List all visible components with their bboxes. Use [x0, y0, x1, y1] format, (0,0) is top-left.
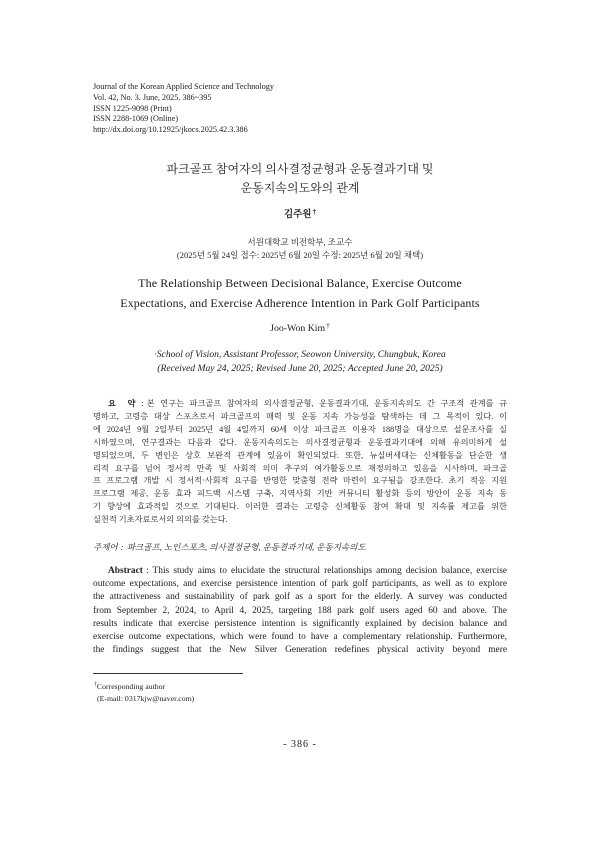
journal-name: Journal of the Korean Applied Science and Technology	[93, 82, 274, 91]
footnote-divider	[93, 673, 243, 674]
doi-link[interactable]: http://dx.doi.org/10.12925/jkocs.2025.42.3.386	[93, 125, 248, 135]
keywords-label: 주제어	[93, 542, 118, 552]
abstract-line: 리적 요구를 넘어 정서적 만족 및 사회적 의미 추구의 여가활동으로 재정의하고 있음을 시사하며, 파크골	[93, 463, 507, 473]
english-dates: (Received May 24, 2025; Revised June 20, 2025; Accepted June 20, 2025)	[157, 363, 443, 374]
english-title	[0, 273, 600, 313]
abstract-line: the findings suggest that the New Silver Generation redefines physical activity beyond mere	[93, 645, 507, 656]
abstract-line: from September 2, 2024, to April 4, 2025, targeting 188 park golf users aged 60 and above. The	[93, 605, 507, 616]
korean-title	[0, 160, 600, 198]
english-affiliation-block	[0, 348, 600, 376]
journal-info	[93, 82, 274, 136]
abstract-line: 시하였으며, 연구결과는 다음과 같다. 운동지속의도는 의사결정균형과 운동결과기대에 의해 유의미하게 설	[93, 437, 507, 447]
english-title-line: The Relationship Between Decisional Balance, Exercise Outcome	[138, 276, 462, 290]
korean-title-line: 운동지속의도와의 관계	[240, 181, 360, 195]
korean-abstract-label: 요 약	[108, 399, 139, 408]
issn-print: ISSN 1225-9098 (Print)	[93, 103, 172, 113]
footnote	[93, 681, 194, 705]
keywords-terms: 파크골프, 노인스포츠, 의사결정균형, 운동결과기대, 운동지속의도	[126, 542, 366, 552]
issn-online: ISSN 2288-1069 (Online)	[93, 114, 179, 124]
abstract-line: outcome expectations, and exercise persistence intention of park golf participants, as well as to explore	[93, 579, 507, 590]
korean-keywords	[93, 541, 366, 554]
korean-dates: (2025년 5월 24일 접수: 2025년 6월 20일 수정: 2025년 6월 20일 채택)	[176, 250, 424, 260]
abstract-line: 에 2024년 9월 2일부터 2025년 4월 4일까지 60세 이상 파크골프 이용자 188명을 대상으로 설문조사를 실	[93, 424, 507, 434]
english-title-line: Expectations, and Exercise Adherence Intention in Park Golf Participants	[120, 296, 480, 310]
korean-author-name: 김주원	[283, 210, 312, 220]
abstract-line: 기 향상에 효과적일 것으로 기대된다. 이러한 결과는 고령층 신체활동 참여 확대 및 지속률 제고를 위한	[93, 502, 507, 512]
page-number: - 386 -	[283, 739, 317, 750]
corresponding-author-mark: †	[312, 207, 317, 216]
journal-volume: Vol. 42, No. 3. June, 2025. 386~395	[93, 92, 212, 102]
abstract-line: 명하고, 고령층 대상 스포츠로서 파크골프의 매력 및 운동 지속 가능성을 탐색하는 데 그 목적이 있다. 이	[93, 411, 507, 421]
footnote-mark: †	[94, 682, 97, 689]
abstract-line: 명되었으며, 두 변인은 상호 보완적 관계에 있음이 확인되었다. 또한, 뉴실버세대는 신체활동을 단순한 생	[93, 450, 507, 460]
english-abstract	[93, 565, 507, 657]
korean-affiliation-block	[0, 236, 600, 262]
footnote-email: (E-mail: 0317kjw@naver.com)	[97, 694, 195, 703]
korean-affiliation: 서원대학교 비전학부, 조교수	[247, 237, 353, 247]
footnote-corresponding	[93, 681, 194, 693]
english-abstract-label: Abstract	[108, 566, 143, 576]
label-separator: :	[146, 566, 149, 576]
abstract-line: 프로그램 제공, 운동 효과 피드백 시스템 구축, 지역사회 기반 커뮤니티 활성화 등의 방안이 운동 지속 동	[93, 489, 507, 499]
english-affiliation: ·School of Vision, Assistant Professor, Seowon University, Chungbuk, Korea	[154, 349, 446, 360]
corresponding-author-mark: †	[326, 320, 330, 330]
abstract-text: 본 연구는 파크골프 참여자의 의사결정균형, 운동결과기대, 운동지속의도 간 구조적 관계를 규	[146, 399, 507, 408]
abstract-line	[93, 398, 507, 411]
abstract-line: exercise outcome expectations, which were found to have a complementary relationship. Furthermore,	[93, 632, 507, 643]
korean-abstract	[93, 398, 507, 527]
abstract-line: 실천적 기초자료로서의 의의를 갖는다.	[93, 515, 228, 525]
abstract-line: results indicate that exercise persistence intention is significantly explained by decision balance and	[93, 618, 507, 629]
english-author	[0, 322, 600, 336]
english-author-name: Joo-Won Kim	[270, 323, 326, 334]
abstract-line	[93, 565, 507, 578]
korean-title-line: 파크골프 참여자의 의사결정균형과 운동결과기대 및	[166, 162, 434, 176]
korean-author	[0, 208, 600, 222]
label-separator: :	[141, 399, 144, 408]
footnote-label: Corresponding author	[96, 682, 166, 691]
abstract-text: This study aims to elucidate the structural relationships among decision balance, exercise	[152, 566, 507, 576]
abstract-line: 프 프로그램 개발 시 정서적·사회적 요구를 반영한 맞춤형 전략 마련이 요구됨을 강조한다. 초기 적응 지원	[93, 476, 507, 486]
label-separator: :	[120, 542, 124, 552]
abstract-line: the attractiveness and sustainability of park golf as a sport for the elderly. A survey was conducted	[93, 592, 507, 603]
